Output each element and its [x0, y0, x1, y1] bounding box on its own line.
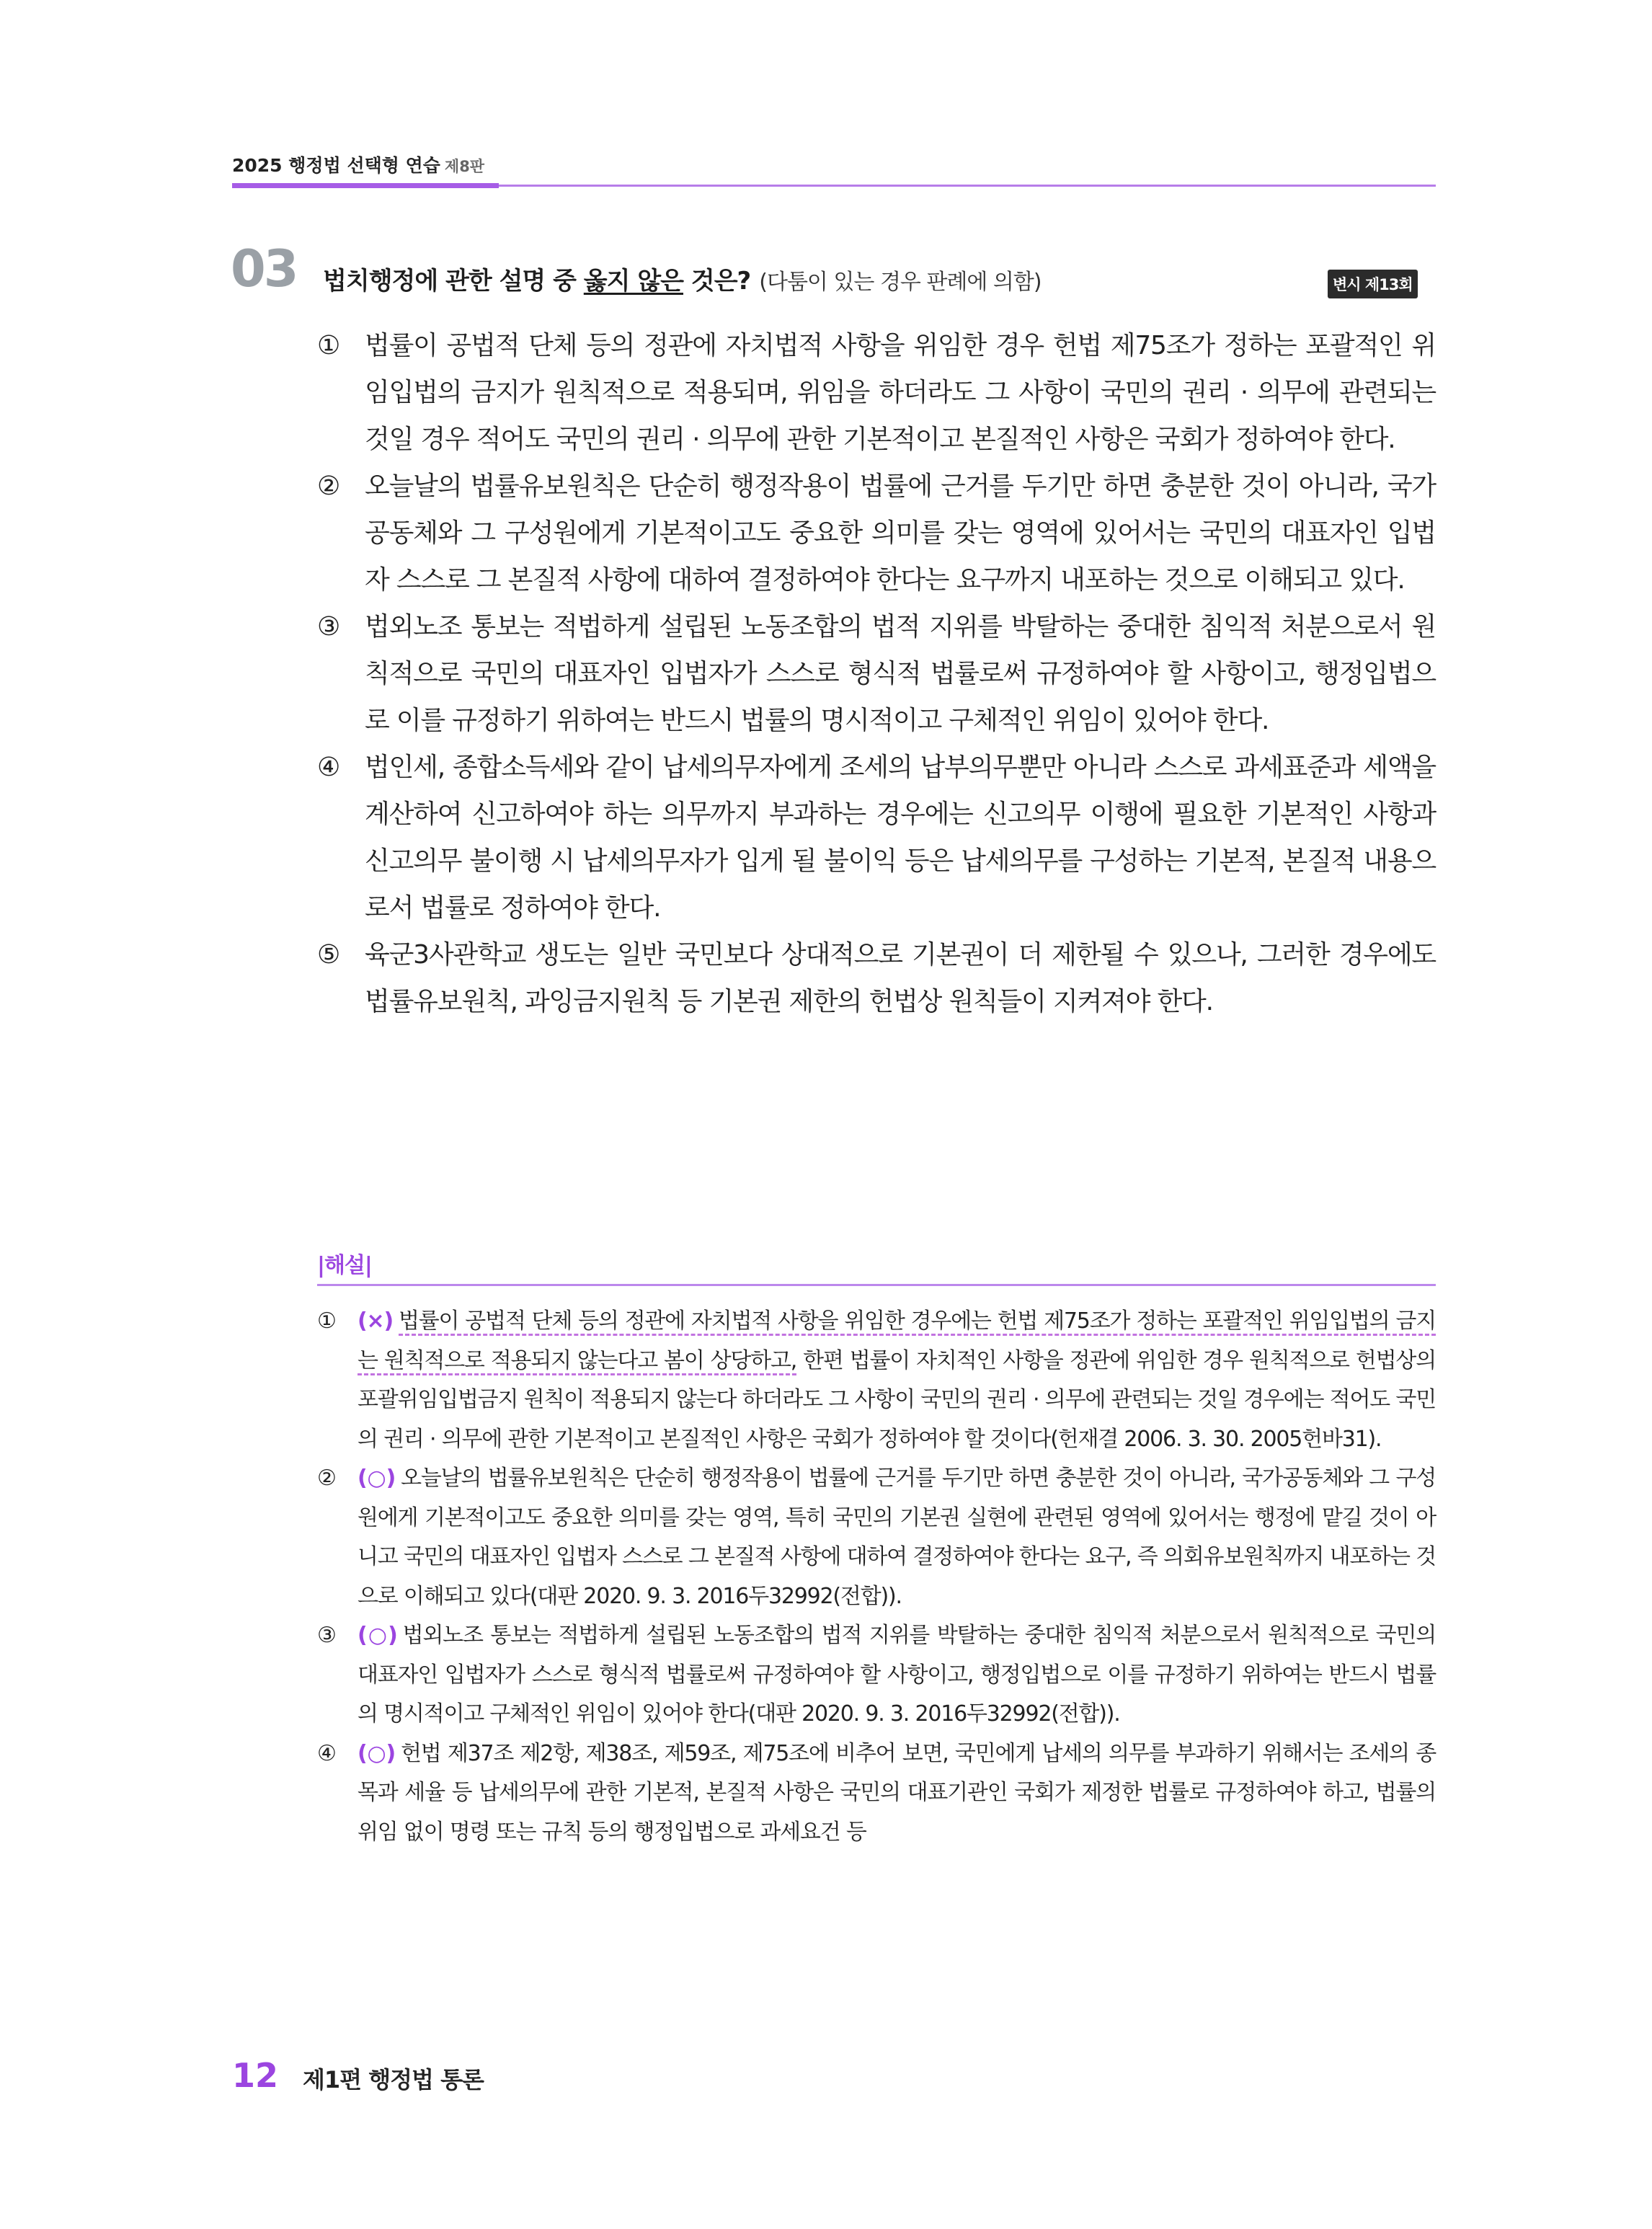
explanation-2 [317, 1459, 1436, 1616]
explanation-text: 오늘날의 법률유보원칙은 단순히 행정작용이 법률에 근거를 두기만 하면 충분한 것이 아니라, 국가공동체와 그 구성원에게 기본적이고도 중요한 의미를 갖는 영역, 특히 국민의 기본권 실현에 관련된 영역에 있어서는 행정에 맡길 것이 아니고 국민의 대표자인 입법자 스스로 그 본질적 사항에 대하여 결정하여야 한다는 요구, 즉 의회유보원칙까지 내포하는 것으로 이해되고 있다(대판 2020. 9. 3. 2016두32992(전합)). [358, 1466, 1436, 1609]
answer-options [317, 322, 1436, 1025]
option-number: ⑤ [317, 940, 340, 970]
explanations [317, 1302, 1436, 1852]
source-badge: 변시 제13회 [1328, 270, 1418, 298]
edition: 제8판 [444, 158, 485, 175]
option-text: 육군3사관학교 생도는 일반 국민보다 상대적으로 기본권이 더 제한될 수 있으나, 그러한 경우에도 법률유보원칙, 과잉금지원칙 등 기본권 제한의 헌법상 원칙들이 지켜져야 한다. [365, 940, 1436, 1016]
explanation-4 [317, 1734, 1436, 1853]
option-3 [317, 603, 1436, 744]
explanation-1 [317, 1302, 1436, 1459]
question-stem [323, 261, 1042, 296]
question-note: (다툼이 있는 경우 판례에 의함) [759, 270, 1042, 295]
stem-emphasis: 옳지 않은 [583, 267, 684, 296]
dashed-emphasis: 법률이 공법적 단체 등의 정관에 자치법적 사항을 위임한 경우에는 헌법 제75조가 정하는 포괄적인 위임입법의 금지는 원칙적으로 적용되지 않는다고 봄이 상당하고, [358, 1308, 1436, 1375]
page-number: 12 [232, 2056, 279, 2095]
explanation-number: ④ [317, 1740, 336, 1766]
option-text: 법률이 공법적 단체 등의 정관에 자치법적 사항을 위임한 경우 헌법 제75조가 정하는 포괄적인 위임입법의 금지가 원칙적으로 적용되며, 위임을 하더라도 그 사항이 국민의 권리 · 의무에 관련되는 것일 경우 적어도 국민의 권리 · 의무에 관한 기본적이고 본질적인 사항은 국회가 정하여야 한다. [365, 331, 1436, 454]
option-1 [317, 322, 1436, 463]
explanation-number: ③ [317, 1623, 336, 1648]
explanation-number: ① [317, 1308, 336, 1334]
verdict-mark: (○) [358, 1623, 397, 1648]
stem-suffix: 것은? [683, 267, 751, 296]
option-number: ③ [317, 612, 340, 642]
book-title [232, 151, 484, 177]
running-header [232, 147, 1436, 187]
explanation-text: 한편 법률이 자치적인 사항을 정관에 위임한 경우 원칙적으로 헌법상의 포괄위임입법금지 원칙이 적용되지 않는다 하더라도 그 사항이 국민의 권리 · 의무에 관련되는 것일 경우에는 적어도 국민의 권리 · 의무에 관한 기본적이고 본질적인 사항은 국회가 정하여야 할 것이다(헌재결 2006. 3. 30. 2005헌바31). [358, 1347, 1436, 1452]
question-number: 03 [231, 239, 297, 298]
explanation-number: ② [317, 1466, 336, 1491]
explanation-heading: |해설| [317, 1253, 372, 1278]
book-title-text: 2025 행정법 선택형 연습 [232, 155, 440, 176]
explanation-divider [317, 1284, 1436, 1286]
verdict-mark: (○) [358, 1466, 396, 1491]
option-number: ④ [317, 753, 340, 782]
explanation-text: 법외노조 통보는 적법하게 설립된 노동조합의 법적 지위를 박탈하는 중대한 침익적 처분으로서 원칙적으로 국민의 대표자인 입법자가 스스로 형식적 법률로써 규정하여야 할 사항이고, 행정입법으로 이를 규정하기 위하여는 반드시 법률의 명시적이고 구체적인 위임이 있어야 한다(대판 2020. 9. 3. 2016두32992(전합)). [358, 1623, 1436, 1727]
option-text: 오늘날의 법률유보원칙은 단순히 행정작용이 법률에 근거를 두기만 하면 충분한 것이 아니라, 국가공동체와 그 구성원에게 기본적이고도 중요한 의미를 갖는 영역에 있어서는 국민의 대표자인 입법자 스스로 그 본질적 사항에 대하여 결정하여야 한다는 요구까지 내포하는 것으로 이해되고 있다. [365, 471, 1436, 595]
option-text: 법인세, 종합소득세와 같이 납세의무자에게 조세의 납부의무뿐만 아니라 스스로 과세표준과 세액을 계산하여 신고하여야 하는 의무까지 부과하는 경우에는 신고의무 이행에 필요한 기본적인 사항과 신고의무 불이행 시 납세의무자가 입게 될 불이익 등은 납세의무를 구성하는 기본적, 본질적 내용으로서 법률로 정하여야 한다. [365, 753, 1436, 923]
explanation-text: 헌법 제37조 제2항, 제38조, 제59조, 제75조에 비추어 보면, 국민에게 납세의 의무를 부과하기 위해서는 조세의 종목과 세율 등 납세의무에 관한 기본적, 본질적 사항은 국민의 대표기관인 국회가 제정한 법률로 규정하여야 하고, 법률의 위임 없이 명령 또는 규칙 등의 행정입법으로 과세요건 등 [358, 1740, 1436, 1845]
option-2 [317, 463, 1436, 603]
option-number: ① [317, 331, 340, 360]
stem-prefix: 법치행정에 관한 설명 중 [323, 267, 584, 296]
option-4 [317, 744, 1436, 931]
explanation-3 [317, 1616, 1436, 1734]
option-number: ② [317, 471, 340, 501]
part-title: 제1편 행정법 통론 [303, 2066, 484, 2093]
verdict-mark: (×) [358, 1308, 393, 1334]
option-text: 법외노조 통보는 적법하게 설립된 노동조합의 법적 지위를 박탈하는 중대한 침익적 처분으로서 원칙적으로 국민의 대표자인 입법자가 스스로 형식적 법률로써 규정하여야 할 사항이고, 행정입법으로 이를 규정하기 위하여는 반드시 법률의 명시적이고 구체적인 위임이 있어야 한다. [365, 612, 1436, 735]
option-5 [317, 931, 1436, 1025]
header-accent-bar [232, 183, 499, 188]
verdict-mark: (○) [358, 1740, 395, 1766]
